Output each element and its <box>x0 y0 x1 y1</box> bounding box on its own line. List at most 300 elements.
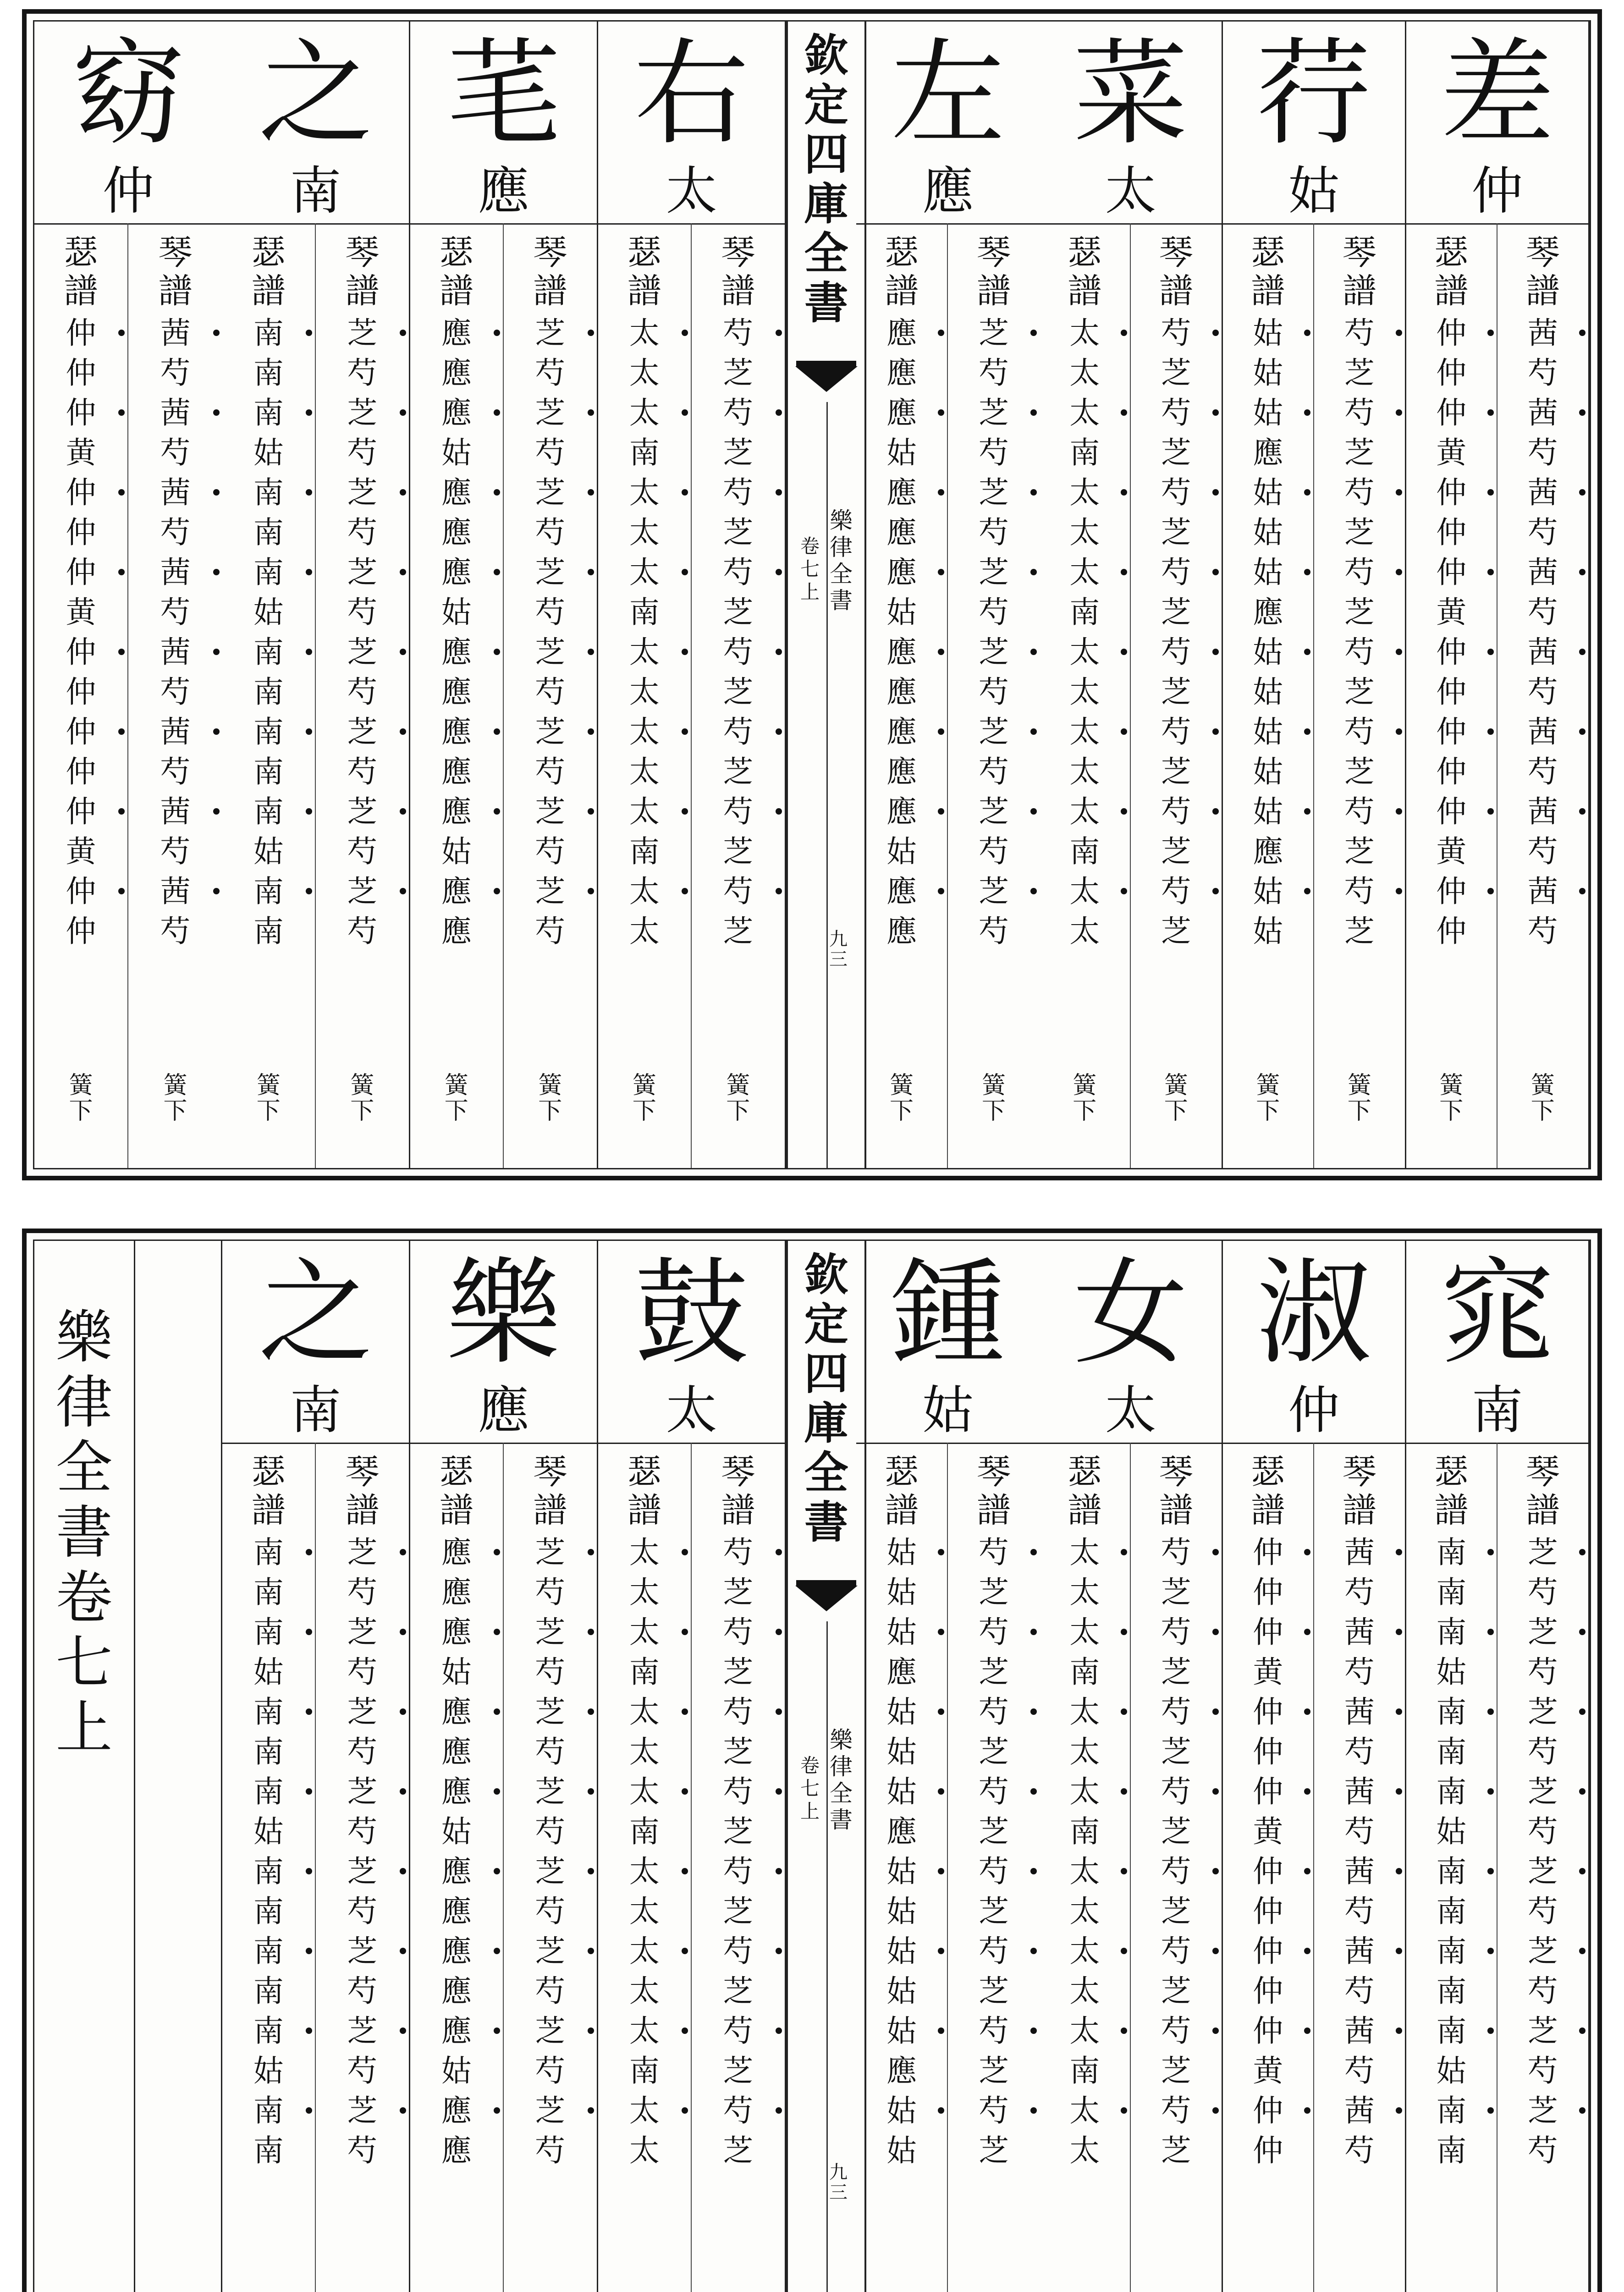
se-notation-token: 太 <box>1069 914 1100 949</box>
se-notation-token: 應 <box>1253 595 1283 630</box>
volume-title <box>34 1305 134 1761</box>
se-notation-token: 南 <box>253 1973 284 2009</box>
pitch-note: 太 <box>1040 159 1222 225</box>
se-notation-heading-char: 譜 <box>251 271 286 311</box>
beat-marker-char: 下 <box>1164 1097 1188 1125</box>
se-notation-heading <box>1040 1453 1130 1530</box>
qin-notation-token: 芝 <box>723 435 754 470</box>
qin-notation-token: 芍 <box>692 871 785 911</box>
lyric-column <box>856 1241 1040 2292</box>
qin-notation-token: 芝 <box>979 1654 1009 1690</box>
se-notation-token: 太 <box>1040 552 1130 592</box>
spine-folio-char: 三 <box>829 949 848 970</box>
se-notation-token: 仲 <box>34 393 127 433</box>
se-notation-token: 應 <box>410 1532 503 1572</box>
se-notation-tokens <box>1223 313 1313 951</box>
se-notation-token: 姑 <box>441 1814 472 1849</box>
qin-notation-token: 芝 <box>1161 754 1191 789</box>
qin-notation-tokens <box>1314 313 1405 951</box>
se-notation-token: 仲 <box>1406 632 1497 672</box>
lyric-column <box>598 1241 786 2292</box>
se-notation <box>1040 223 1131 1168</box>
se-notation-heading <box>222 233 315 310</box>
qin-notation-tokens <box>128 313 222 951</box>
qin-notation <box>948 1443 1040 2292</box>
qin-notation-token: 芍 <box>535 1894 566 1929</box>
qin-notation-token: 芝 <box>316 393 409 433</box>
qin-notation-token: 茜 <box>1314 1612 1405 1652</box>
spine-title-char: 全 <box>804 1447 848 1499</box>
qin-notation-token: 芍 <box>1527 1654 1558 1690</box>
qin-notation-token: 芍 <box>535 1654 566 1690</box>
qin-notation <box>1314 223 1405 1168</box>
se-notation-token: 太 <box>1040 1532 1130 1572</box>
qin-notation-token: 芝 <box>504 473 597 512</box>
spine-volume <box>796 1754 824 1823</box>
qin-notation-token: 芝 <box>1161 1734 1191 1769</box>
se-notation-token: 南 <box>1436 1894 1467 1929</box>
qin-notation-heading-char: 琴 <box>533 1452 567 1492</box>
qin-notation-token: 芝 <box>316 871 409 911</box>
qin-notation-token: 芍 <box>1131 1612 1222 1652</box>
se-notation-token: 黄 <box>66 435 96 470</box>
spine-book-char: 全 <box>830 561 853 587</box>
qin-notation-token: 芝 <box>1344 914 1375 949</box>
beat-marker-char: 下 <box>538 1097 562 1125</box>
qin-notation-token: 茜 <box>1314 1931 1405 1971</box>
qin-notation-heading-char: 譜 <box>345 271 380 311</box>
qin-notation-token: 芍 <box>692 792 785 832</box>
qin-notation-token: 芝 <box>1344 515 1375 550</box>
se-notation-token: 應 <box>856 393 947 433</box>
qin-notation-token: 芍 <box>1527 355 1558 391</box>
qin-notation-token: 芝 <box>723 754 754 789</box>
top-spine <box>786 22 866 1168</box>
qin-notation-token: 芍 <box>347 1973 378 2009</box>
qin-notation-token: 茜 <box>128 473 222 512</box>
qin-notation <box>1497 223 1589 1168</box>
se-notation-token: 姑 <box>1436 2053 1467 2088</box>
qin-notation-token: 芍 <box>347 914 378 949</box>
se-notation-heading <box>598 233 691 310</box>
qin-notation-token: 芍 <box>948 2011 1040 2051</box>
qin-notation-token: 芝 <box>723 515 754 550</box>
se-notation <box>598 1443 692 2292</box>
qin-notation-token: 芝 <box>979 2133 1009 2168</box>
volume-title-char: 全 <box>55 1435 113 1501</box>
qin-notation-heading <box>692 1453 785 1530</box>
qin-notation-token: 芍 <box>347 834 378 869</box>
se-notation-token: 應 <box>410 313 503 353</box>
se-notation-heading-char: 瑟 <box>885 1452 919 1492</box>
se-notation-token: 姑 <box>1436 1654 1467 1690</box>
qin-notation-token: 芝 <box>1161 355 1191 391</box>
lyric-column <box>410 22 598 1168</box>
se-notation-token: 仲 <box>1436 674 1467 710</box>
blank-column <box>135 1241 222 2292</box>
se-notation-token: 太 <box>629 1894 660 1929</box>
volume-title-char: 上 <box>55 1695 113 1761</box>
qin-notation-token: 芝 <box>1497 1931 1589 1971</box>
se-notation-token: 仲 <box>1436 515 1467 550</box>
se-notation-token: 黄 <box>66 595 96 630</box>
qin-notation-token: 芍 <box>160 355 191 391</box>
se-notation-token: 應 <box>441 1894 472 1929</box>
spine-title-char: 庫 <box>804 178 848 230</box>
se-notation-token: 太 <box>1040 313 1130 353</box>
qin-notation-token: 芍 <box>347 1654 378 1690</box>
qin-notation-token: 茜 <box>128 712 222 752</box>
se-notation-token: 仲 <box>66 674 96 710</box>
se-notation-token: 南 <box>1069 1814 1100 1849</box>
se-notation-token: 姑 <box>856 1612 947 1652</box>
qin-notation-tokens <box>316 1532 409 2171</box>
se-notation-token: 太 <box>598 313 691 353</box>
qin-notation-token: 芝 <box>504 871 597 911</box>
se-notation <box>856 223 948 1168</box>
se-notation-token: 太 <box>629 674 660 710</box>
se-notation-token: 應 <box>886 1654 917 1690</box>
qin-notation-token: 芍 <box>1131 393 1222 433</box>
qin-notation-token: 芍 <box>1527 754 1558 789</box>
se-notation-token: 應 <box>886 674 917 710</box>
se-notation-token: 姑 <box>856 2011 947 2051</box>
qin-notation-tokens <box>1131 1532 1222 2171</box>
pitch-note: 南 <box>222 1378 409 1444</box>
se-notation-token: 太 <box>598 1931 691 1971</box>
qin-notation-token: 芝 <box>316 712 409 752</box>
lyric-character: 樂 <box>446 1246 561 1380</box>
qin-notation-token: 芍 <box>347 515 378 550</box>
qin-notation-token: 芝 <box>723 595 754 630</box>
qin-notation-token: 茜 <box>1314 1692 1405 1732</box>
qin-notation-token: 芍 <box>535 355 566 391</box>
qin-notation-heading-char: 譜 <box>345 1491 380 1530</box>
se-notation-token: 太 <box>598 552 691 592</box>
se-notation-token: 太 <box>1040 712 1130 752</box>
se-notation-token: 太 <box>598 1692 691 1732</box>
se-notation-token: 姑 <box>886 1575 917 1610</box>
qin-notation-token: 芍 <box>160 674 191 710</box>
se-notation-token: 應 <box>886 754 917 789</box>
qin-notation-token: 芍 <box>948 1532 1040 1572</box>
beat-marker-char: 下 <box>981 1097 1006 1125</box>
lyric-column <box>410 1241 598 2292</box>
se-notation-token: 應 <box>1253 435 1283 470</box>
qin-notation-token: 芍 <box>1527 914 1558 949</box>
se-notation-token: 應 <box>441 355 472 391</box>
se-notation-token: 仲 <box>1223 2091 1313 2131</box>
se-notation-heading-char: 譜 <box>1251 271 1285 311</box>
se-notation-token: 太 <box>629 1734 660 1769</box>
se-notation-token: 應 <box>410 1931 503 1971</box>
beat-marker-char: 下 <box>444 1097 468 1125</box>
se-notation <box>222 1443 316 2292</box>
qin-notation-token: 芍 <box>692 552 785 592</box>
qin-notation-token: 芝 <box>316 1692 409 1732</box>
beat-marker <box>1406 1073 1497 1124</box>
se-notation-token: 仲 <box>1223 1851 1313 1891</box>
se-notation-token: 仲 <box>1223 1612 1313 1652</box>
qin-notation <box>692 223 785 1168</box>
qin-notation-token: 芝 <box>979 1575 1009 1610</box>
beat-marker-char: 簧 <box>1439 1072 1464 1099</box>
lyric-column <box>856 22 1040 1168</box>
se-notation-token: 姑 <box>1253 674 1283 710</box>
beat-marker-char: 下 <box>889 1097 914 1125</box>
qin-notation-token: 芝 <box>723 834 754 869</box>
se-notation-token: 仲 <box>1223 1931 1313 1971</box>
beat-marker <box>34 1073 127 1124</box>
se-notation-token: 南 <box>222 792 315 832</box>
qin-notation-token: 芍 <box>1344 2133 1375 2168</box>
qin-notation-token: 芍 <box>347 674 378 710</box>
spine-volume-char: 上 <box>800 581 820 603</box>
lyric-character: 女 <box>1073 1246 1188 1380</box>
se-notation-token: 太 <box>629 2133 660 2168</box>
qin-notation-tokens <box>692 1532 785 2171</box>
qin-notation-token: 芍 <box>692 1931 785 1971</box>
qin-notation-token: 茜 <box>128 552 222 592</box>
qin-notation-token: 芍 <box>1527 2053 1558 2088</box>
qin-notation-token: 芍 <box>1131 313 1222 353</box>
se-notation-token: 姑 <box>441 834 472 869</box>
se-notation-token: 姑 <box>1253 914 1283 949</box>
beat-marker-char: 下 <box>1073 1097 1097 1125</box>
se-notation-token: 太 <box>1069 754 1100 789</box>
qin-notation-heading-char: 譜 <box>1525 1491 1560 1530</box>
beat-marker <box>1223 1073 1313 1124</box>
lyric-character: 芼 <box>446 27 561 160</box>
bottom-right-half <box>866 1241 1590 2292</box>
qin-notation-token: 芝 <box>316 1612 409 1652</box>
se-notation-token: 應 <box>410 632 503 672</box>
se-notation-token: 太 <box>629 355 660 391</box>
se-notation-token: 南 <box>629 834 660 869</box>
qin-notation-token: 芍 <box>1314 552 1405 592</box>
spine-book-title <box>827 507 855 614</box>
qin-notation-token: 芍 <box>979 834 1009 869</box>
qin-notation <box>1131 223 1222 1168</box>
qin-notation-token: 芍 <box>1131 1692 1222 1732</box>
spine-book-char: 書 <box>830 587 853 614</box>
qin-notation-token: 芝 <box>1161 2053 1191 2088</box>
qin-notation-token: 芝 <box>723 355 754 391</box>
se-notation-token: 太 <box>1040 792 1130 832</box>
spine-book-char: 樂 <box>830 1727 853 1753</box>
se-notation-token: 姑 <box>1253 754 1283 789</box>
qin-notation-token: 芍 <box>535 1973 566 2009</box>
se-notation-token: 姑 <box>886 1894 917 1929</box>
se-notation-token: 南 <box>222 1851 315 1891</box>
lyric-column <box>1223 22 1406 1168</box>
se-notation-heading-char: 瑟 <box>627 1452 661 1492</box>
se-notation-tokens <box>222 313 315 951</box>
se-notation-token: 姑 <box>1253 515 1283 550</box>
beat-marker <box>948 1073 1040 1124</box>
qin-notation-token: 茜 <box>1314 2011 1405 2051</box>
se-notation-heading-char: 譜 <box>1068 271 1102 311</box>
qin-notation-token: 芝 <box>1161 1814 1191 1849</box>
spine-title-char: 庫 <box>804 1397 848 1449</box>
lyric-column <box>1040 1241 1223 2292</box>
se-notation-token: 太 <box>1069 1734 1100 1769</box>
qin-notation <box>504 223 597 1168</box>
se-notation-token: 姑 <box>856 1692 947 1732</box>
se-notation-token: 姑 <box>253 834 284 869</box>
se-notation-token: 仲 <box>1406 393 1497 433</box>
se-notation-tokens <box>34 313 127 951</box>
se-notation-token: 仲 <box>1406 792 1497 832</box>
spine-title-char: 欽 <box>804 1249 848 1300</box>
qin-notation-token: 芍 <box>692 473 785 512</box>
se-notation-heading-char: 瑟 <box>64 233 98 272</box>
qin-notation-tokens <box>948 1532 1040 2171</box>
se-notation-token: 姑 <box>1223 313 1313 353</box>
spine-title-char: 欽 <box>804 29 848 81</box>
beat-marker <box>692 1073 785 1124</box>
qin-notation-heading <box>1314 1453 1405 1530</box>
beat-marker-char: 簧 <box>889 1072 914 1099</box>
lyric-character: 窈 <box>71 27 186 160</box>
spine-folio-char: 九 <box>829 2162 848 2183</box>
qin-notation-token: 芝 <box>316 2011 409 2051</box>
se-notation-token: 太 <box>1040 2011 1130 2051</box>
qin-notation-token: 茜 <box>1314 2091 1405 2131</box>
beat-marker-char: 簧 <box>163 1072 187 1099</box>
se-notation-token: 太 <box>1069 1973 1100 2009</box>
qin-notation-heading <box>316 1453 409 1530</box>
se-notation-token: 南 <box>1406 2091 1497 2131</box>
se-notation-token: 姑 <box>856 1772 947 1812</box>
beat-marker-char: 簧 <box>538 1072 562 1099</box>
se-notation-token: 黄 <box>1436 435 1467 470</box>
se-notation-token: 姑 <box>886 595 917 630</box>
se-notation-token: 南 <box>1406 1532 1497 1572</box>
se-notation-token: 南 <box>253 2133 284 2168</box>
qin-notation-token: 芝 <box>504 712 597 752</box>
se-notation-token: 仲 <box>1223 2011 1313 2051</box>
qin-notation-heading-char: 譜 <box>158 271 193 311</box>
qin-notation-token: 芍 <box>979 754 1009 789</box>
beat-marker-char: 下 <box>1530 1097 1555 1125</box>
se-notation-token: 姑 <box>886 435 917 470</box>
se-notation-token: 南 <box>222 2011 315 2051</box>
qin-notation-token: 芍 <box>347 355 378 391</box>
qin-notation-token: 芍 <box>347 1575 378 1610</box>
qin-notation-token: 茜 <box>128 632 222 672</box>
se-notation-token: 仲 <box>1406 313 1497 353</box>
qin-notation-token: 芍 <box>1131 1851 1222 1891</box>
lyric-column <box>1040 22 1223 1168</box>
se-notation-token: 姑 <box>1223 393 1313 433</box>
spine-volume-char: 卷 <box>800 1754 820 1777</box>
qin-notation-token: 芝 <box>504 313 597 353</box>
qin-notation-heading-char: 譜 <box>1159 1491 1193 1530</box>
se-notation-token: 南 <box>253 914 284 949</box>
se-notation-token: 黄 <box>66 834 96 869</box>
beat-marker-char: 簧 <box>69 1072 93 1099</box>
pitch-note: 仲 <box>1223 1378 1405 1444</box>
spine-volume <box>796 535 824 604</box>
qin-notation-token: 芍 <box>692 1612 785 1652</box>
qin-notation-heading <box>128 233 222 310</box>
qin-notation-token: 芝 <box>948 632 1040 672</box>
qin-notation-token: 芍 <box>979 435 1009 470</box>
se-notation-token: 應 <box>410 792 503 832</box>
bottom-spine <box>786 1241 866 2292</box>
se-notation <box>410 1443 504 2292</box>
se-notation-token: 仲 <box>1253 1734 1283 1769</box>
se-notation-token: 太 <box>1040 632 1130 672</box>
se-notation-heading-char: 瑟 <box>885 233 919 272</box>
se-notation-token: 仲 <box>1406 871 1497 911</box>
qin-notation-token: 芍 <box>1131 2011 1222 2051</box>
pitch-note: 太 <box>1040 1378 1222 1444</box>
qin-notation-token: 芝 <box>1161 1894 1191 1929</box>
se-notation-token: 應 <box>441 1973 472 2009</box>
se-notation-token: 應 <box>856 712 947 752</box>
qin-notation-token: 芝 <box>316 552 409 592</box>
qin-notation-heading <box>1497 1453 1589 1530</box>
se-notation-tokens <box>1040 1532 1130 2171</box>
se-notation-token: 太 <box>629 914 660 949</box>
se-notation-token: 應 <box>441 754 472 789</box>
qin-notation-tokens <box>1131 313 1222 951</box>
se-notation-tokens <box>856 1532 947 2171</box>
top-left-half <box>34 22 786 1168</box>
qin-notation-heading-char: 譜 <box>1525 271 1560 311</box>
qin-notation-token: 芝 <box>316 1851 409 1891</box>
qin-notation-token: 芍 <box>948 1851 1040 1891</box>
qin-notation-token: 芍 <box>692 393 785 433</box>
qin-notation-token: 芍 <box>535 595 566 630</box>
se-notation-token: 南 <box>253 1734 284 1769</box>
qin-notation-heading-char: 譜 <box>721 1491 755 1530</box>
se-notation-token: 南 <box>1406 1851 1497 1891</box>
qin-notation-token: 芝 <box>948 792 1040 832</box>
se-notation-heading-char: 譜 <box>1068 1491 1102 1530</box>
beat-marker <box>1314 1073 1405 1124</box>
se-notation-token: 太 <box>598 393 691 433</box>
se-notation-token: 姑 <box>886 1973 917 2009</box>
volume-title-char: 律 <box>55 1370 113 1436</box>
lyric-column <box>598 22 786 1168</box>
lyric-character: 之 <box>258 27 373 160</box>
se-notation-token: 南 <box>222 1772 315 1812</box>
qin-notation-heading-char: 琴 <box>345 1452 380 1492</box>
se-notation-token: 應 <box>410 871 503 911</box>
lyric-column <box>222 1241 410 2292</box>
se-notation-token: 太 <box>1040 1851 1130 1891</box>
qin-notation-token: 芝 <box>1344 834 1375 869</box>
qin-notation-token: 芍 <box>1314 871 1405 911</box>
spine-title-char: 定 <box>804 79 848 131</box>
qin-notation-heading-char: 琴 <box>158 233 193 272</box>
qin-notation-tokens <box>316 313 409 951</box>
beat-marker-char: 簧 <box>981 1072 1006 1099</box>
se-notation-token: 應 <box>856 313 947 353</box>
qin-notation-token: 芍 <box>979 595 1009 630</box>
se-notation-token: 太 <box>598 2011 691 2051</box>
se-notation-token: 南 <box>253 1894 284 1929</box>
qin-notation-token: 芍 <box>1131 1931 1222 1971</box>
se-notation-token: 太 <box>629 1575 660 1610</box>
se-notation-token: 姑 <box>441 2053 472 2088</box>
pitch-note: 仲 <box>34 159 222 225</box>
qin-notation-heading-char: 譜 <box>533 1491 567 1530</box>
qin-notation-token: 芍 <box>160 754 191 789</box>
